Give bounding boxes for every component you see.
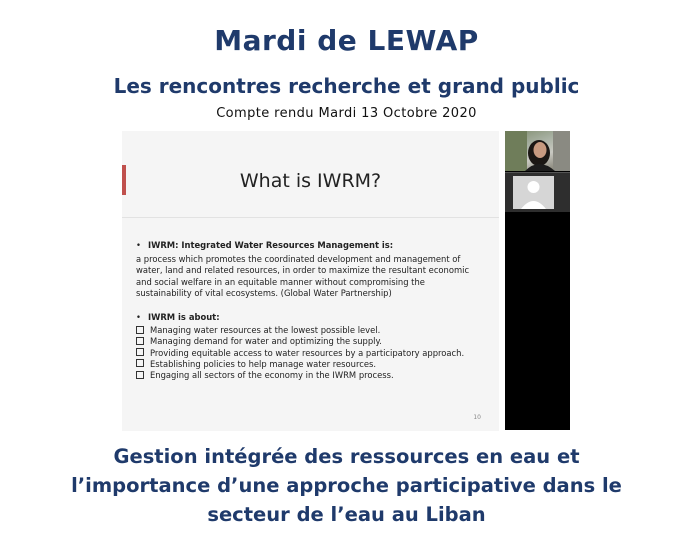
- list-item-text: Providing equitable access to water resources by a participatory approach.: [150, 347, 465, 358]
- list-item: [136, 348, 486, 359]
- list-item: [136, 370, 486, 381]
- definition-text: [136, 254, 486, 299]
- list-item-text: Managing water resources at the lowest possible level.: [150, 325, 381, 336]
- report-date: Compte rendu Mardi 13 Octobre 2020: [216, 106, 477, 121]
- slide-page-number: 10: [473, 414, 481, 421]
- list-item: [136, 359, 486, 370]
- talk-title-line: Gestion intégrée des ressources en eau et: [113, 445, 580, 468]
- slide-body: [136, 240, 486, 381]
- definition-line: and social welfare in an equitable manner without compromising the: [136, 276, 425, 287]
- definition-heading: IWRM: Integrated Water Resources Management is:: [148, 240, 394, 250]
- about-heading: IWRM is about:: [148, 312, 220, 323]
- checkbox-icon: [136, 348, 144, 356]
- list-item-text: Managing demand for water and optimizing the supply.: [150, 336, 382, 347]
- checkbox-icon: [136, 371, 144, 379]
- checkbox-icon: [136, 337, 144, 345]
- participant-video-image: [505, 131, 570, 171]
- checkbox-icon: [136, 359, 144, 367]
- definition-line: a process which promotes the coordinated development and management of: [136, 254, 461, 265]
- about-list: [136, 325, 486, 381]
- talk-title-line: l’importance d’une approche participative dans le: [71, 474, 622, 497]
- bullet-icon: •: [136, 240, 141, 250]
- talk-title-line: secteur de l’eau au Liban: [207, 503, 486, 526]
- list-item: [136, 325, 486, 336]
- page-title: Mardi de LEWAP: [214, 24, 479, 57]
- avatar-placeholder-icon: [505, 173, 570, 212]
- participant-avatar-tile[interactable]: [505, 172, 570, 212]
- bullet-icon: •: [136, 312, 141, 323]
- definition-line: sustainability of vital ecosystems. (Global Water Partnership): [136, 287, 392, 298]
- about-heading-row: [136, 312, 486, 323]
- talk-title: [0, 442, 693, 529]
- page-subtitle: Les rencontres recherche et grand public: [113, 74, 580, 98]
- participant-video-thumbnail[interactable]: [505, 131, 570, 171]
- definition-heading-row: [136, 240, 486, 251]
- definition-line: water, land and related resources, in order to maximize the resultant economic: [136, 265, 470, 276]
- list-item-text: Establishing policies to help manage water resources.: [150, 358, 376, 369]
- slide-title: What is IWRM?: [239, 170, 382, 192]
- shared-slide-screen: [122, 131, 499, 431]
- checkbox-icon: [136, 326, 144, 334]
- list-item-text: Engaging all sectors of the economy in the IWRM process.: [150, 370, 394, 381]
- list-item: [136, 336, 486, 347]
